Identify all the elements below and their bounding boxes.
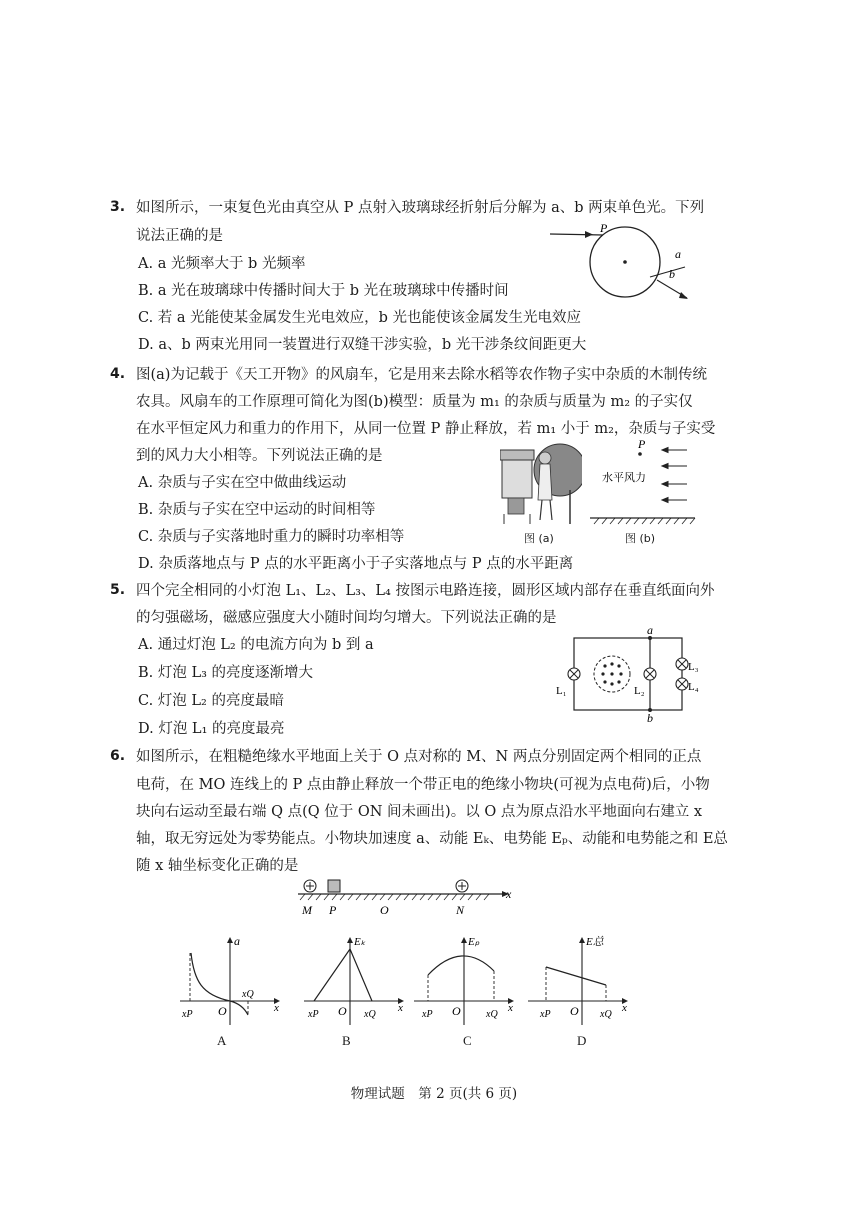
question-text-line: 到的风力大小相等。下列说法正确的是 [136,448,383,464]
option-b[interactable]: B. 灯泡 L₃ 的亮度逐渐增大 [138,665,314,681]
graph-option-d[interactable] [524,935,634,1030]
node-b-label: b [647,711,653,724]
xq-label: xQ [242,989,254,1000]
figure-b-caption: 图 (b) [625,532,656,545]
point-n-label: N [456,903,465,917]
graph-option-c[interactable] [410,935,520,1030]
question-number: 4. [110,366,126,382]
axis-y-label: a [234,935,240,948]
origin-label: O [218,1004,227,1018]
option-d[interactable]: D. a、b 两束光用同一装置进行双缝干涉实验，b 光干涉条纹间距更大 [138,337,587,353]
question-text-line: 如图所示，在粗糙绝缘水平地面上关于 O 点对称的 M、N 两点分别固定两个相同的正点 [136,749,702,765]
option-b[interactable]: B. a 光在玻璃球中传播时间大于 b 光在玻璃球中传播时间 [138,283,509,299]
xp-label: xP [422,1009,433,1020]
lamp-l3-label: L₃ [688,661,699,673]
point-p-label: P [329,903,337,917]
question-text-line: 轴，取无穷远处为零势能点。小物块加速度 a、动能 Eₖ、电势能 Eₚ、动能和电势能之和 E总 [136,831,728,847]
graph-d-label: D [577,1033,587,1048]
figure-a-caption: 图 (a) [524,532,554,545]
node-a-label: a [647,624,653,637]
question-number: 3. [110,199,126,215]
option-d[interactable]: D. 杂质落地点与 P 点的水平距离小于子实落地点与 P 点的水平距离 [138,556,574,572]
option-c[interactable]: C. 杂质与子实落地时重力的瞬时功率相等 [138,529,405,545]
origin-label: O [338,1004,347,1018]
xq-label: xQ [486,1009,498,1020]
question-text-line: 如图所示，一束复色光由真空从 P 点射入玻璃球经折射后分解为 a、b 两束单色光。下列 [136,200,705,216]
axis-x-label: x [508,1002,513,1014]
wind-model-figure [590,432,700,528]
wind-label: 水平风力 [602,471,646,484]
origin-label: O [452,1004,461,1018]
option-a[interactable]: A. a 光频率大于 b 光频率 [138,256,306,272]
ray-a-label: a [675,247,681,261]
point-o-label: O [380,903,389,917]
option-d[interactable]: D. 灯泡 L₁ 的亮度最亮 [138,721,285,737]
graph-c-label: C [463,1033,472,1048]
origin-label: O [570,1004,579,1018]
option-a[interactable]: A. 通过灯泡 L₂ 的电流方向为 b 到 a [138,637,374,653]
option-c[interactable]: C. 灯泡 L₂ 的亮度最暗 [138,693,284,709]
graph-b-label: B [342,1033,351,1048]
question-text-line: 农具。风扇车的工作原理可简化为图(b)模型：质量为 m₁ 的杂质与质量为 m₂ 的子实仅 [136,394,693,410]
graph-a-label: A [217,1033,227,1048]
question-text-line: 随 x 轴坐标变化正确的是 [136,858,299,874]
axis-x-label: x [506,887,512,901]
question-text-line: 的匀强磁场，磁感应强度大小随时间均匀增大。下列说法正确的是 [136,610,557,626]
lamp-l4-label: L₄ [688,681,699,693]
winnowing-machine-illustration [500,440,582,528]
xp-label: xP [308,1009,319,1020]
ray-b-label: b [669,267,675,281]
axis-y-label: E总 [586,936,604,948]
option-c[interactable]: C. 若 a 光能使某金属发生光电效应，b 光也能使该金属发生光电效应 [138,310,582,326]
option-b[interactable]: B. 杂质与子实在空中运动的时间相等 [138,502,376,518]
axis-y-label: Eₚ [468,936,480,948]
question-text-line: 图(a)为记载于《天工开物》的风扇车，它是用来去除水稻等农作物子实中杂质的木制传统 [136,367,707,383]
axis-x-label: x [622,1002,627,1014]
point-p-label: P [638,437,646,451]
glass-sphere-figure [545,222,705,312]
circuit-figure [552,624,702,724]
axis-x-label: x [398,1002,403,1014]
question-number: 5. [110,582,126,598]
question-number: 6. [110,748,126,764]
question-text-line: 电荷，在 MO 连线上的 P 点由静止释放一个带正电的绝缘小物块(可视为点电荷)后，小物 [136,777,710,793]
option-a[interactable]: A. 杂质与子实在空中做曲线运动 [138,475,347,491]
question-text-line: 在水平恒定风力和重力的作用下，从同一位置 P 静止释放，若 m₁ 小于 m₂，杂质与子实受 [136,421,716,437]
xp-label: xP [540,1009,551,1020]
graph-option-b[interactable] [300,935,410,1030]
charges-on-ground-figure [292,876,518,918]
point-m-label: M [302,903,312,917]
xq-label: xQ [364,1009,376,1020]
graph-option-a[interactable] [176,935,286,1030]
lamp-l1-label: L₁ [556,685,567,697]
question-text-line: 说法正确的是 [136,228,223,244]
lamp-l2-label: L₂ [634,685,645,697]
axis-y-label: Eₖ [354,936,366,948]
xp-label: xP [182,1009,193,1020]
axis-x-label: x [274,1002,279,1014]
question-text-line: 四个完全相同的小灯泡 L₁、L₂、L₃、L₄ 按图示电路连接，圆形区域内部存在垂直纸面向外 [136,583,715,599]
point-p-label: P [600,222,608,235]
page-footer: 物理试题 第 2 页(共 6 页) [350,1086,518,1102]
xq-label: xQ [600,1009,612,1020]
question-text-line: 块向右运动至最右端 Q 点(Q 位于 ON 间未画出)。以 O 点为原点沿水平地面向右建立 x [136,804,703,820]
